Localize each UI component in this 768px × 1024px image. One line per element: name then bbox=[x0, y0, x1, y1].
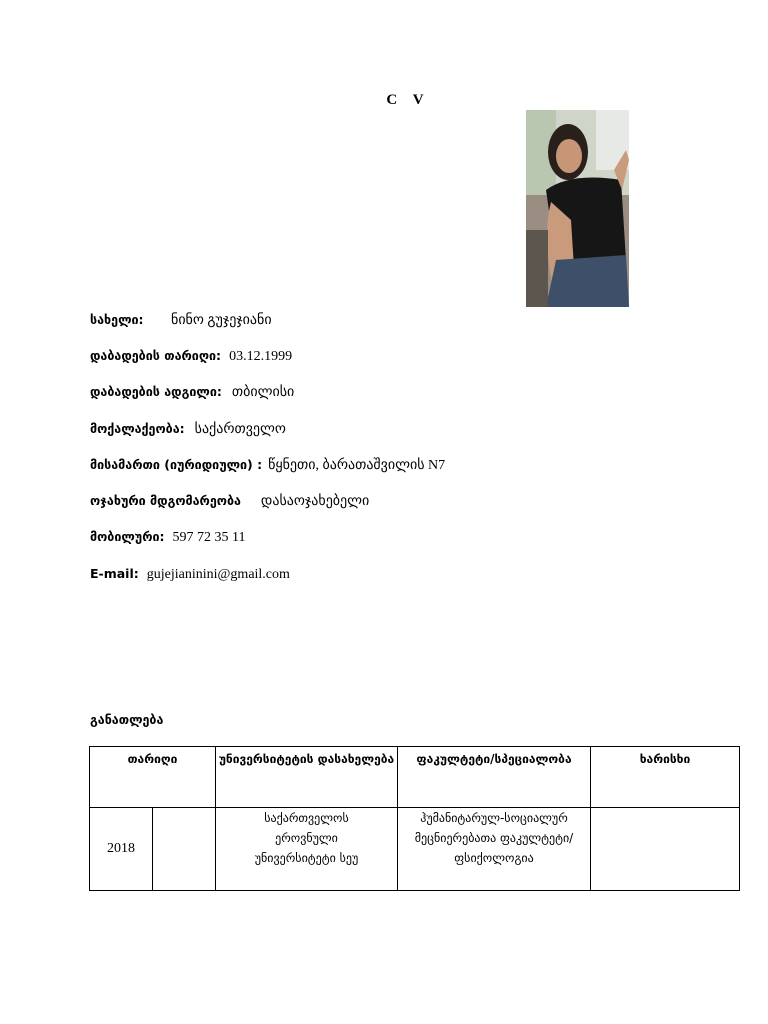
education-table bbox=[89, 746, 740, 891]
header-university: უნივერსიტეტის დასახელება bbox=[216, 747, 398, 808]
cell-date: 2018 bbox=[90, 808, 153, 891]
field-mobile bbox=[90, 529, 246, 546]
field-address-value: წყნეთი, ბარათაშვილის N7 bbox=[268, 458, 446, 473]
field-marital-status-label: ოჯახური მდგომარეობა bbox=[90, 493, 241, 508]
education-section-title: განათლება bbox=[90, 712, 164, 727]
profile-photo bbox=[526, 110, 629, 307]
field-birth-place-label: დაბადების ადგილი: bbox=[90, 384, 222, 399]
header-degree: ხარისხი bbox=[591, 747, 740, 808]
field-name bbox=[90, 312, 272, 329]
field-birth-date-label: დაბადების თარიღი: bbox=[90, 348, 222, 363]
page-title: C V bbox=[386, 92, 430, 108]
field-email-value: gujejianinini@gmail.com bbox=[146, 567, 290, 582]
field-email bbox=[90, 566, 290, 583]
field-birth-date-value: 03.12.1999 bbox=[229, 349, 293, 364]
field-mobile-label: მობილური: bbox=[90, 529, 165, 544]
field-address bbox=[90, 457, 445, 474]
portrait-image bbox=[526, 110, 629, 307]
field-citizenship bbox=[90, 421, 286, 438]
field-birth-date bbox=[90, 348, 292, 365]
cell-degree bbox=[591, 808, 740, 891]
field-name-label: სახელი: bbox=[90, 312, 144, 327]
cell-faculty: ჰუმანიტარულ-სოციალურ მეცნიერებათა ფაკულტეტი/ ფსიქოლოგია bbox=[398, 808, 591, 891]
field-name-value: ნინო გუჯეჯიანი bbox=[171, 313, 272, 328]
field-citizenship-value: საქართველო bbox=[194, 422, 286, 437]
field-birth-place-value: თბილისი bbox=[231, 385, 295, 400]
field-marital-status bbox=[90, 493, 369, 510]
field-mobile-value: 597 72 35 11 bbox=[172, 530, 246, 545]
header-faculty: ფაკულტეტი/სპეციალობა bbox=[398, 747, 591, 808]
header-date: თარიღი bbox=[90, 747, 216, 808]
field-birth-place bbox=[90, 384, 294, 401]
field-email-label: E-mail: bbox=[90, 566, 139, 581]
table-row bbox=[90, 808, 740, 891]
field-citizenship-label: მოქალაქეობა: bbox=[90, 421, 185, 436]
cell-extra bbox=[153, 808, 216, 891]
field-address-label: მისამართი (იურიდიული) : bbox=[90, 457, 263, 472]
field-marital-status-value: დასაოჯახებელი bbox=[260, 494, 370, 509]
education-table-header bbox=[90, 747, 740, 808]
cell-university: საქართველოს ეროვნული უნივერსიტეტი სეუ bbox=[216, 808, 398, 891]
